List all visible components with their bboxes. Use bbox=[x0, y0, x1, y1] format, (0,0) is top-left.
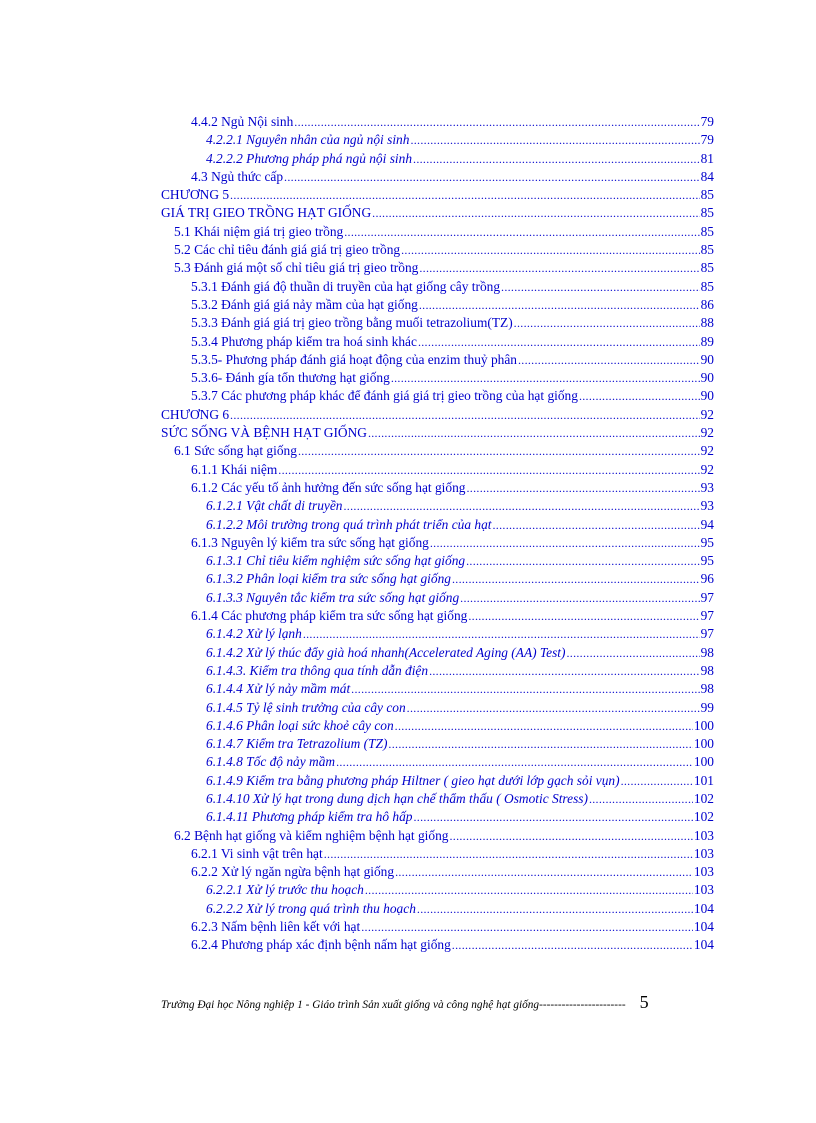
toc-entry-title: 4.2.2.2 Phương pháp phá ngủ nội sinh bbox=[206, 150, 413, 166]
toc-entry-title: 6.1.4.10 Xử lý hạt trong dung dịch hạn chế thẩm thấu ( Osmotic Stress) bbox=[206, 790, 588, 806]
toc-entry[interactable] bbox=[161, 314, 714, 332]
toc-entry[interactable] bbox=[161, 900, 714, 918]
toc-entry[interactable] bbox=[161, 479, 714, 497]
toc-entry-page: 97 bbox=[700, 608, 714, 624]
toc-entry-title: 6.1.4.11 Phương pháp kiểm tra hô hấp bbox=[206, 809, 413, 825]
dot-leader bbox=[410, 131, 699, 149]
toc-entry-page: 103 bbox=[693, 827, 714, 843]
toc-entry-page: 93 bbox=[700, 479, 714, 495]
dot-leader bbox=[589, 790, 693, 808]
toc-entry-title: 6.2.2.2 Xử lý trong quá trình thu hoạch bbox=[206, 900, 416, 916]
toc-entry-title: GIÁ TRỊ GIEO TRỒNG HẠT GIỐNG bbox=[161, 205, 372, 221]
dot-leader bbox=[361, 918, 693, 936]
dot-leader bbox=[413, 150, 700, 168]
dot-leader bbox=[466, 552, 700, 570]
toc-entry[interactable] bbox=[161, 863, 714, 881]
toc-entry-page: 84 bbox=[700, 168, 714, 184]
toc-entry-title: 6.1.3.1 Chỉ tiêu kiểm nghiệm sức sống hạt giống bbox=[206, 553, 466, 569]
toc-entry-page: 98 bbox=[700, 681, 714, 697]
toc-entry-title: 6.1.2 Các yếu tố ảnh hưởng đến sức sống hạt giống bbox=[191, 479, 466, 495]
toc-entry-title: 6.1.4.5 Tỷ lệ sinh trưởng của cây con bbox=[206, 699, 406, 715]
toc-entry-title: 5.3.1 Đánh giá độ thuần di truyền của hạt giống cây trồng bbox=[191, 278, 501, 294]
toc-entry[interactable] bbox=[161, 644, 714, 662]
toc-entry[interactable] bbox=[161, 516, 714, 534]
dot-leader bbox=[514, 314, 700, 332]
dot-leader bbox=[344, 497, 700, 515]
toc-entry-title: 6.2 Bệnh hạt giống và kiểm nghiệm bệnh hạt giống bbox=[174, 827, 449, 843]
dot-leader bbox=[365, 881, 693, 899]
toc-entry[interactable] bbox=[161, 625, 714, 643]
toc-entry-title: 6.1.2.2 Môi trường trong quá trình phát triển của hạt bbox=[206, 516, 492, 532]
toc-entry-title: 5.3.6- Đánh gía tổn thương hạt giống bbox=[191, 370, 390, 386]
toc-entry-title: 6.1.4.7 Kiểm tra Tetrazolium (TZ) bbox=[206, 736, 388, 752]
toc-entry[interactable] bbox=[161, 699, 714, 717]
toc-entry-title: SỨC SỐNG VÀ BỆNH HẠT GIỐNG bbox=[161, 425, 367, 441]
toc-entry[interactable] bbox=[161, 534, 714, 552]
toc-entry-title: 6.1.3.2 Phân loại kiểm tra sức sống hạt giống bbox=[206, 571, 451, 587]
toc-entry[interactable] bbox=[161, 387, 714, 405]
toc-entry-title: 6.1.4 Các phương pháp kiểm tra sức sống hạt giống bbox=[191, 608, 468, 624]
dot-leader bbox=[579, 387, 700, 405]
toc-entry-page: 104 bbox=[693, 919, 714, 935]
toc-entry[interactable] bbox=[161, 790, 714, 808]
toc-entry-page: 100 bbox=[693, 717, 714, 733]
toc-entry-page: 99 bbox=[700, 699, 714, 715]
dot-leader bbox=[621, 772, 693, 790]
dot-leader bbox=[452, 936, 693, 954]
toc-entry-title: CHƯƠNG 5 bbox=[161, 187, 230, 203]
toc-entry[interactable] bbox=[161, 442, 714, 460]
toc-entry[interactable] bbox=[161, 680, 714, 698]
toc-entry-page: 79 bbox=[700, 114, 714, 129]
toc-entry-page: 92 bbox=[700, 406, 714, 422]
toc-entry-page: 90 bbox=[700, 370, 714, 386]
toc-entry-title: 6.1 Sức sống hạt giống bbox=[174, 443, 297, 459]
toc-entry-page: 100 bbox=[693, 736, 714, 752]
toc-entry-title: 6.1.4.9 Kiểm tra bằng phương pháp Hiltner ( gieo hạt dưới lớp gạch sỏi vụn) bbox=[206, 772, 620, 788]
table-of-contents bbox=[161, 113, 714, 955]
dot-leader bbox=[230, 186, 700, 204]
toc-entry-title: 5.3.2 Đánh giá giá nảy mầm của hạt giống bbox=[191, 296, 418, 312]
toc-entry[interactable] bbox=[161, 753, 714, 771]
toc-entry-title: 5.3.7 Các phương pháp khác để đánh giá giá trị gieo trồng của hạt giống bbox=[191, 388, 578, 404]
toc-entry[interactable] bbox=[161, 369, 714, 387]
toc-entry-page: 102 bbox=[693, 790, 714, 806]
dot-leader bbox=[417, 900, 693, 918]
toc-entry[interactable] bbox=[161, 936, 714, 954]
toc-entry[interactable] bbox=[161, 717, 714, 735]
toc-entry-page: 81 bbox=[700, 150, 714, 166]
toc-entry-title: 6.1.4.4 Xử lý nảy mầm mát bbox=[206, 681, 351, 697]
toc-entry[interactable] bbox=[161, 735, 714, 753]
toc-entry-page: 86 bbox=[700, 296, 714, 312]
dot-leader bbox=[414, 808, 693, 826]
toc-entry-page: 94 bbox=[700, 516, 714, 532]
toc-entry-title: 6.2.4 Phương pháp xác định bệnh nấm hạt giống bbox=[191, 937, 451, 953]
toc-entry-page: 92 bbox=[700, 443, 714, 459]
dot-leader bbox=[493, 516, 700, 534]
dot-leader bbox=[284, 168, 700, 186]
toc-entry-page: 85 bbox=[700, 223, 714, 239]
toc-entry[interactable] bbox=[161, 662, 714, 680]
toc-entry-page: 85 bbox=[700, 260, 714, 276]
toc-entry[interactable] bbox=[161, 168, 714, 186]
dot-leader bbox=[298, 442, 700, 460]
dot-leader bbox=[372, 204, 699, 222]
toc-entry[interactable] bbox=[161, 223, 714, 241]
toc-entry[interactable] bbox=[161, 406, 714, 424]
dot-leader bbox=[449, 827, 692, 845]
toc-entry-page: 89 bbox=[700, 333, 714, 349]
toc-entry-title: 6.1.4.6 Phân loại sức khoẻ cây con bbox=[206, 717, 394, 733]
toc-entry-page: 90 bbox=[700, 388, 714, 404]
toc-entry[interactable] bbox=[161, 808, 714, 826]
dot-leader bbox=[430, 534, 700, 552]
toc-entry-title: 4.2.2.1 Nguyên nhân của ngủ nội sinh bbox=[206, 132, 410, 148]
toc-entry-page: 103 bbox=[693, 845, 714, 861]
page-footer bbox=[161, 992, 714, 1016]
toc-entry-title: 6.2.1 Vi sinh vật trên hạt bbox=[191, 845, 323, 861]
toc-entry-title: 4.3 Ngủ thức cấp bbox=[191, 168, 284, 184]
toc-entry[interactable] bbox=[161, 424, 714, 442]
dot-leader bbox=[401, 241, 700, 259]
dot-leader bbox=[566, 644, 699, 662]
toc-entry-page: 101 bbox=[693, 772, 714, 788]
dot-leader bbox=[391, 369, 700, 387]
toc-entry-title: 6.1.1 Khái niệm bbox=[191, 461, 278, 477]
toc-entry[interactable] bbox=[161, 113, 714, 131]
toc-entry[interactable] bbox=[161, 278, 714, 296]
toc-entry-page: 85 bbox=[700, 205, 714, 221]
toc-entry-page: 95 bbox=[700, 553, 714, 569]
toc-entry[interactable] bbox=[161, 333, 714, 351]
toc-entry-title: 6.2.2 Xử lý ngăn ngừa bệnh hạt giống bbox=[191, 864, 395, 880]
toc-entry-page: 97 bbox=[700, 626, 714, 642]
toc-entry-page: 96 bbox=[700, 571, 714, 587]
dot-leader bbox=[395, 863, 693, 881]
toc-entry-page: 100 bbox=[693, 754, 714, 770]
toc-entry[interactable] bbox=[161, 259, 714, 277]
dot-leader bbox=[230, 406, 700, 424]
dot-leader bbox=[419, 296, 700, 314]
toc-entry-title: 6.1.4.2 Xử lý lạnh bbox=[206, 626, 302, 642]
toc-entry-title: 6.1.4.8 Tốc độ nảy mầm bbox=[206, 754, 336, 770]
toc-entry-page: 92 bbox=[700, 461, 714, 477]
dot-leader bbox=[388, 735, 692, 753]
dot-leader bbox=[429, 662, 700, 680]
toc-entry-title: 6.1.3 Nguyên lý kiểm tra sức sống hạt giống bbox=[191, 534, 429, 550]
toc-entry-page: 92 bbox=[700, 425, 714, 441]
toc-entry[interactable] bbox=[161, 607, 714, 625]
toc-entry-page: 79 bbox=[700, 132, 714, 148]
toc-entry-title: 4.4.2 Ngủ Nội sinh bbox=[191, 114, 294, 129]
dot-leader bbox=[468, 607, 699, 625]
dot-leader bbox=[467, 479, 700, 497]
footer-text: Trường Đại học Nông nghiệp 1 - Giáo trình Sản xuất giống và công nghệ hạt giống----------------------- bbox=[161, 999, 626, 1011]
toc-entry-page: 88 bbox=[700, 315, 714, 331]
toc-entry-title: 6.1.4.2 Xử lý thúc đẩy già hoá nhanh(Accelerated Aging (AA) Test) bbox=[206, 644, 566, 660]
toc-entry-page: 93 bbox=[700, 498, 714, 514]
toc-entry-title: 5.3.4 Phương pháp kiểm tra hoá sinh khác bbox=[191, 333, 417, 349]
page-number: 5 bbox=[639, 992, 649, 1012]
toc-entry-page: 103 bbox=[693, 864, 714, 880]
toc-entry[interactable] bbox=[161, 186, 714, 204]
toc-entry-title: 6.2.2.1 Xử lý trước thu hoạch bbox=[206, 882, 364, 898]
dot-leader bbox=[460, 589, 699, 607]
toc-entry-page: 98 bbox=[700, 644, 714, 660]
dot-leader bbox=[407, 699, 700, 717]
toc-entry[interactable] bbox=[161, 204, 714, 222]
toc-entry[interactable] bbox=[161, 241, 714, 259]
dot-leader bbox=[351, 680, 699, 698]
toc-entry[interactable] bbox=[161, 881, 714, 899]
toc-entry-title: CHƯƠNG 6 bbox=[161, 406, 230, 422]
toc-entry[interactable] bbox=[161, 918, 714, 936]
dot-leader bbox=[518, 351, 700, 369]
toc-entry[interactable] bbox=[161, 351, 714, 369]
toc-entry[interactable] bbox=[161, 150, 714, 168]
toc-entry-page: 103 bbox=[693, 882, 714, 898]
toc-entry-page: 104 bbox=[693, 900, 714, 916]
dot-leader bbox=[452, 570, 700, 588]
toc-entry[interactable] bbox=[161, 131, 714, 149]
dot-leader bbox=[344, 223, 699, 241]
dot-leader bbox=[303, 625, 700, 643]
toc-entry-page: 102 bbox=[693, 809, 714, 825]
dot-leader bbox=[418, 333, 700, 351]
toc-entry-title: 5.2 Các chỉ tiêu đánh giá giá trị gieo trồng bbox=[174, 242, 401, 258]
toc-entry-title: 5.3.5- Phương pháp đánh giá hoạt động của enzim thuỷ phân bbox=[191, 351, 517, 367]
toc-entry-page: 85 bbox=[700, 187, 714, 203]
toc-entry-title: 6.1.4.3. Kiểm tra thông qua tính dẫn điện bbox=[206, 662, 429, 678]
toc-entry-page: 90 bbox=[700, 351, 714, 367]
dot-leader bbox=[368, 424, 700, 442]
toc-entry-page: 104 bbox=[693, 937, 714, 953]
dot-leader bbox=[278, 461, 699, 479]
toc-entry-title: 6.1.2.1 Vật chất di truyền bbox=[206, 498, 343, 514]
dot-leader bbox=[419, 259, 699, 277]
toc-entry[interactable] bbox=[161, 461, 714, 479]
toc-entry[interactable] bbox=[161, 845, 714, 863]
toc-entry-title: 5.3 Đánh giá một số chỉ tiêu giá trị gieo trồng bbox=[174, 260, 419, 276]
toc-entry-title: 5.3.3 Đánh giá giá trị gieo trồng bằng muối tetrazolium(TZ) bbox=[191, 315, 513, 331]
toc-entry[interactable] bbox=[161, 570, 714, 588]
toc-entry[interactable] bbox=[161, 552, 714, 570]
dot-leader bbox=[395, 717, 693, 735]
toc-entry-title: 6.2.3 Nấm bệnh liên kết với hạt bbox=[191, 919, 361, 935]
toc-entry-page: 98 bbox=[700, 662, 714, 678]
dot-leader bbox=[336, 753, 693, 771]
toc-entry-page: 95 bbox=[700, 534, 714, 550]
toc-entry[interactable] bbox=[161, 296, 714, 314]
toc-entry-page: 97 bbox=[700, 589, 714, 605]
toc-entry[interactable] bbox=[161, 497, 714, 515]
toc-entry[interactable] bbox=[161, 827, 714, 845]
toc-entry-title: 5.1 Khái niệm giá trị gieo trồng bbox=[174, 223, 344, 239]
dot-leader bbox=[501, 278, 700, 296]
toc-entry[interactable] bbox=[161, 589, 714, 607]
dot-leader bbox=[294, 113, 699, 131]
dot-leader bbox=[324, 845, 693, 863]
toc-entry[interactable] bbox=[161, 772, 714, 790]
toc-entry-page: 85 bbox=[700, 278, 714, 294]
toc-entry-title: 6.1.3.3 Nguyên tắc kiểm tra sức sống hạt giống bbox=[206, 589, 460, 605]
toc-entry-page: 85 bbox=[700, 242, 714, 258]
